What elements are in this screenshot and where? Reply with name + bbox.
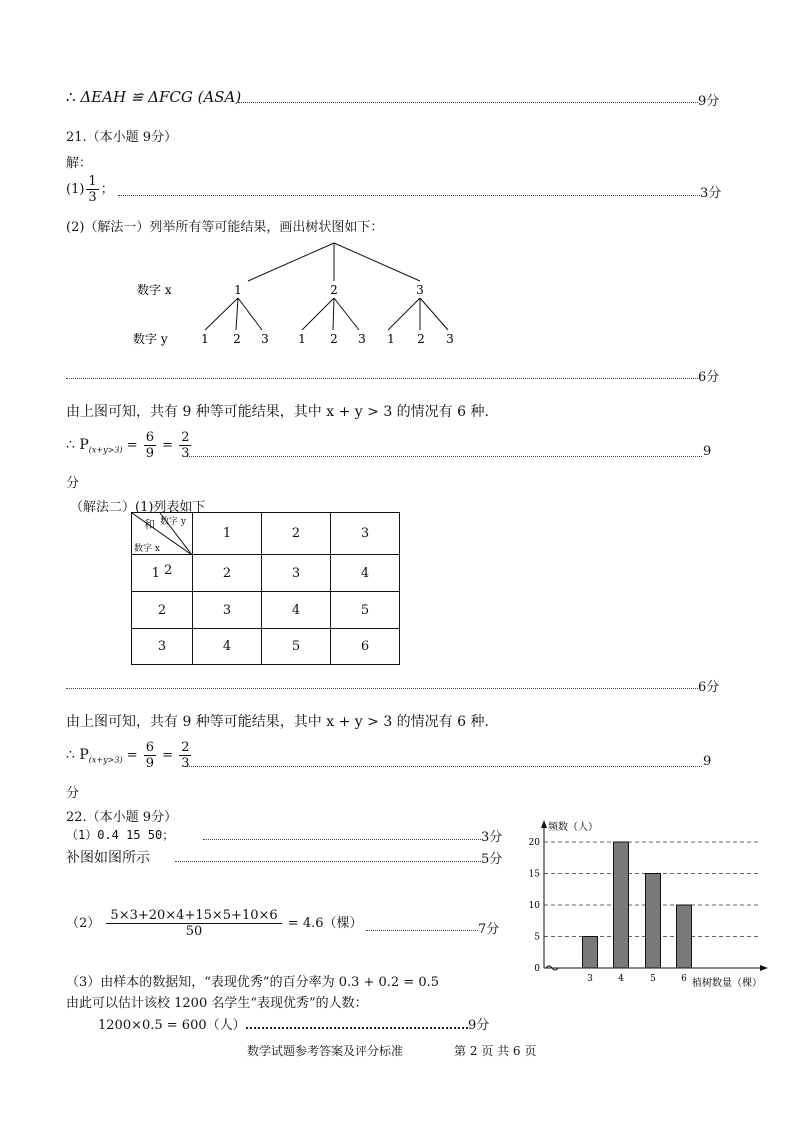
tree-leaf: 1	[298, 332, 306, 346]
tree-leaf: 2	[417, 332, 425, 346]
q21-prob-score-unit: 分	[66, 476, 80, 491]
chart-ylabel: 频数（人）	[548, 822, 598, 833]
table-cell: 3	[193, 592, 262, 629]
tree-node-x2: 2	[330, 283, 338, 297]
dotted-leader	[66, 378, 698, 379]
x-tick-label: 4	[618, 974, 624, 984]
bar	[646, 874, 661, 969]
q22-header: 22.（本小题 9分）	[66, 810, 178, 825]
y-tick-label: 0	[534, 964, 540, 974]
footer-page: 第 2 页 共 6 页	[454, 1044, 537, 1058]
tree-leaf: 3	[446, 332, 454, 346]
tree-node-x1: 1	[234, 283, 242, 297]
table-score: 6分	[698, 680, 720, 695]
proof-score: 9分	[698, 94, 720, 109]
dotted-leader	[366, 930, 478, 931]
x-axis-arrow	[760, 965, 768, 971]
corner-x: 数字 x	[134, 544, 160, 554]
q21-probability: ∴ $P_{(x+y>3)}$ = $\frac{6}{9}$ = $\frac{2}{3}$	[66, 430, 190, 461]
tree-label-x: 数字 x	[137, 283, 172, 297]
q21-conclusion-2: 由上图可知，共有 9 种等可能结果，其中 x + y > 3 的情况有 6 种.	[66, 714, 489, 730]
dotted-leader	[246, 1027, 468, 1029]
y-tick-label: 10	[528, 901, 540, 911]
y-tick-label: 5	[534, 932, 540, 943]
q21-prob2-score: 9	[703, 754, 712, 769]
q22-part3-line2: 由此可以估计该校 1200 名学生“表现优秀”的人数：	[66, 996, 368, 1011]
bar	[583, 937, 598, 969]
table-row-label: 2	[132, 592, 193, 629]
dotted-leader	[186, 456, 702, 457]
fraction-one-third: $\frac{1}{3}$	[88, 174, 97, 205]
table-cell: 4	[262, 592, 331, 629]
q21-prob2-score-unit: 分	[66, 786, 80, 801]
q21-probability-2: ∴ $P_{(x+y>3)}$ = $\frac{6}{9}$ = $\frac{2}{3}$	[66, 740, 190, 771]
q21-header: 21.（本小题 9分）	[66, 130, 178, 145]
table-cell: 6	[331, 629, 400, 665]
sum-table	[131, 512, 400, 665]
q22-supplement-score: 5分	[481, 852, 503, 867]
table-cell: 4	[193, 629, 262, 665]
q22-part2: （2） $\frac{5\times 3+20\times 4+15\times 5+10\times 6}{50}$ = 4.6（棵）	[66, 908, 363, 939]
table-row-label: 3	[132, 629, 193, 665]
y-tick-label: 20	[528, 838, 540, 848]
tree-node-x3: 3	[416, 283, 424, 297]
table-cell: 5	[331, 592, 400, 629]
tree-leaf: 2	[330, 332, 338, 346]
proof-line	[66, 88, 241, 106]
dotted-leader	[238, 102, 698, 103]
x-tick-label: 3	[587, 974, 593, 984]
tree-score: 6分	[698, 370, 720, 385]
chart-xlabel: 植树数量（棵）	[692, 978, 762, 989]
tree-leaf: 3	[261, 332, 269, 346]
tree-leaf: 2	[233, 332, 241, 346]
q22-part3-line3: 1200×0.5 = 600（人）	[98, 1018, 246, 1033]
q21-part1-score: 3分	[700, 186, 722, 201]
q22-part2-score: 7分	[478, 922, 500, 937]
q22-part1: （1）0.4 15 50；	[66, 828, 175, 842]
table-cell: 5	[262, 629, 331, 665]
dotted-leader	[186, 766, 702, 767]
congruence-expression: ΔEAH ≌ ΔFCG (ASA)	[80, 88, 242, 106]
tree-leaf: 1	[387, 332, 395, 346]
q21-method2-intro: （解法二）(1)列表如下	[70, 500, 206, 515]
tree-label-y: 数字 y	[133, 332, 168, 346]
therefore-symbol: ∴	[66, 88, 76, 106]
dotted-leader	[66, 688, 698, 689]
footer-title: 数学试题参考答案及评分标准	[247, 1044, 404, 1058]
dotted-leader	[203, 839, 481, 840]
tree-leaf: 1	[201, 332, 209, 346]
table-row	[132, 629, 400, 665]
y-axis-arrow	[541, 820, 547, 828]
table-cell: 4	[331, 555, 400, 592]
q21-prob-score: 9	[703, 444, 712, 459]
q22-part1-score: 3分	[481, 830, 503, 845]
x-tick-label: 5	[650, 974, 656, 984]
table-cell: 3	[262, 555, 331, 592]
table-row-label: 1 2	[132, 555, 193, 592]
corner-sum: 和	[144, 518, 155, 531]
corner-y: 数字 y	[160, 517, 186, 527]
q22-part3-score: 9分	[468, 1018, 490, 1033]
table-corner	[132, 513, 193, 555]
bar	[677, 905, 692, 968]
q21-conclusion: 由上图可知，共有 9 种等可能结果，其中 x + y > 3 的情况有 6 种.	[66, 404, 489, 420]
tree-leaf: 3	[358, 332, 366, 346]
q22-part3-line1: （3）由样本的数据知，“表现优秀”的百分率为 0.3 + 0.2 = 0.5	[66, 975, 440, 990]
dotted-leader	[175, 861, 481, 862]
x-tick-label: 6	[681, 974, 687, 984]
table-header-cell: 3	[331, 513, 400, 555]
q22-supplement: 补图如图所示	[66, 850, 150, 866]
table-row	[132, 555, 400, 592]
histogram-chart	[518, 816, 778, 996]
bar	[614, 842, 629, 968]
dotted-leader	[118, 195, 700, 196]
q21-solution-label: 解：	[66, 156, 93, 171]
table-cell: 2	[193, 555, 262, 592]
table-header-cell: 1	[193, 513, 262, 555]
q21-part1: (1) $\frac{1}{3}$ ；	[66, 174, 114, 205]
y-tick-label: 15	[528, 869, 540, 880]
q21-method1-intro: (2)（解法一）列举所有等可能结果，画出树状图如下：	[66, 220, 384, 235]
table-header-cell: 2	[262, 513, 331, 555]
table-row	[132, 592, 400, 629]
